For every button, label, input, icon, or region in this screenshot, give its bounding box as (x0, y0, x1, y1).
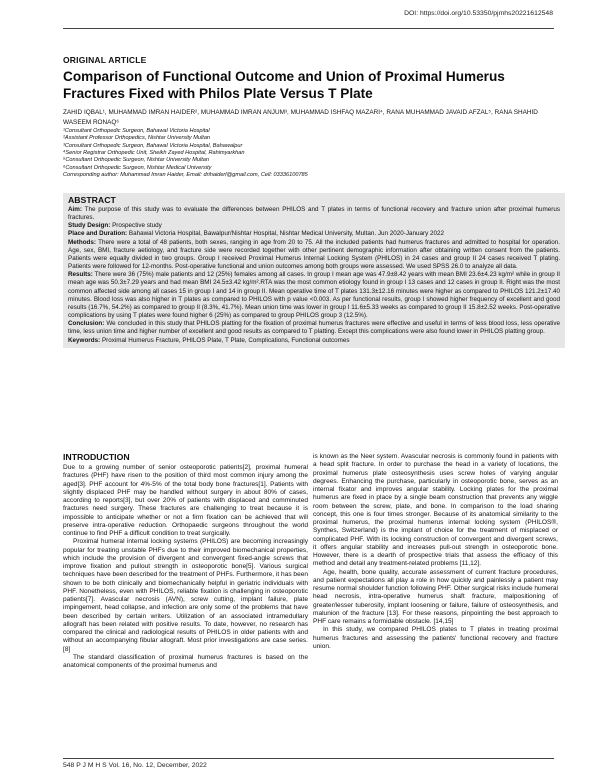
place-label: Place and Duration: (68, 230, 128, 238)
methods-label: Methods: (68, 238, 96, 246)
abstract-keywords (68, 337, 560, 345)
intro-paragraph-3: The standard classification of proximal humerus fractures is based on the anatomical components of the proximal humerus and (63, 653, 308, 669)
affiliation-2: ²Assistant Professor Orthopedics, Nishtar University Multan (63, 135, 211, 142)
results-label: Results: (68, 271, 93, 279)
header-rule (63, 28, 554, 29)
design-text: Prospective study (110, 222, 162, 230)
affiliation-5: ⁵Consultant Orthopedic Surgeon, Nishtar University Multan (63, 157, 209, 164)
abstract-place (68, 230, 560, 238)
abstract-heading: ABSTRACT (68, 195, 116, 205)
abstract-aim (68, 206, 560, 222)
intro-paragraph-5: Age, health, bone quality, accurate assessment of current fracture procedures, and patient expectations all play a role in how quickly and painlessly a patient may resume normal shoulder function following PHF. Other surgical risks include humeral head necrosis, intra-operative humerus shaft fracture, malpositioning of greater/lesser tuberosity, implant loosening or failure, failure of osteosynthesis, and malunion of the fracture [13]. For these reasons, pinpointing the best approach to PHF care remains a formidable obstacle. [14,15] (313, 568, 558, 625)
conclusion-label: Conclusion: (68, 320, 105, 328)
intro-paragraph-6: In this study, we compared PHILOS plates to T plates in treating proximal humerus fractures and assessing the patients' functional recovery and fracture union. (313, 626, 558, 650)
corresponding-author: Corresponding author: Muhammad Imran Haider, Email: drihaiderl@gmail.com, Cell: 03336100785 (63, 172, 308, 179)
abstract-design (68, 222, 560, 230)
doi-link[interactable]: DOI: https://doi.org/10.53350/pjmhs20221612548 (404, 10, 553, 17)
design-label: Study Design: (68, 222, 111, 230)
aim-label: Aim: (68, 206, 82, 213)
keywords-text: Proximal Humerus Fracture, PHILOS Plate, T Plate, Complications, Functional outcomes (100, 336, 350, 344)
abstract-conclusion (68, 320, 560, 336)
affiliation-1: ¹Consultant Orthopedic Surgeon, Bahawal Victoria Hospital (63, 128, 210, 134)
keywords-label: Keywords: (68, 336, 101, 344)
abstract-box (63, 193, 565, 348)
article-title: Comparison of Functional Outcome and Union of Proximal Humerus Fractures Fixed with Philos Plate Versus T Plate (63, 69, 505, 101)
abstract-results (68, 271, 560, 320)
methods-text: There were a total of 48 patients, both sexes, ranging in age from 20 to 75. All the included patients had humerus fractures and admitted to hospital for operation. Age, sex, BMI, fracture aetiology, and fracture side were recorded together with other pertinent demographic information after obtaining written consent from the patients. Patients were equally divided in two groups. Group I received Proximal Humerus Internal Locking System (PHILOS) in 24 cases and group II 24 cases received T plating. Patients were followed for 12-months. Post-operative functional and union outcomes among both groups were assessed. We used SPSS 26.0 to analyze all data. (68, 238, 560, 271)
author-list: ZAHID IQBAL¹, MUHAMMAD IMRAN HAIDER², MUHAMMAD IMRAN ANJUM³, MUHAMMAD ISHFAQ MAZARI⁴, RANA MUHAMMAD JAVAID AFZAL⁵, RANA SHAHID WASEEM RONAQ⁶ (63, 109, 538, 126)
page-footer: 548 P J M H S Vol. 16, No. 12, December, 2022 (63, 762, 207, 769)
introduction-heading: INTRODUCTION (63, 452, 130, 462)
affiliations (63, 128, 563, 179)
conclusion-text: We concluded in this study that PHILOS platting for the fixation of proximal humerus fractures were effective and useful in terms of less blood loss, less operative time, less union time and higher number of excellent and good results as compared to T platting. Except this complications were also found lower in PHILOS platting group. (68, 320, 560, 336)
intro-paragraph-1: Due to a growing number of senior osteoporotic patients[2], proximal humeral fractures (PHF) have risen to the position of third most common injury among the aged[3]. PHF account for 4%-5% of the total body bone fractures[1]. Patients with slightly displaced PHF may be handled without surgery in about 80% of cases, according to reports[3], but over 20% of patients with displaced and comminuted fractures need surgery. These fractures are challenging to treat because it is impossible to anticipate whether or not a firm fixation can be achieved that will preserve intra-operative reduction. Orthopaedic surgeons throughout the world continue to find PHF a difficult condition to treat surgically. (63, 464, 308, 537)
intro-right-column (313, 453, 558, 651)
article-type: ORIGINAL ARTICLE (63, 55, 147, 65)
affiliation-3: ³Consultant Orthopedic Surgeon, Bahawal Victoria Hospital, Bahawalpur (63, 142, 243, 149)
affiliation-4: ⁴Senior Registrar Orthopedic Unit, Sheikh Zayed Hospital, Rahimyarkhan (63, 150, 245, 157)
affiliation-6: ⁶Consultant Orthopedic Surgeon, Nishtar Medical University (63, 164, 212, 171)
intro-left-column (63, 464, 308, 670)
intro-paragraph-2: Proximal humeral internal locking systems (PHILOS) are becoming increasingly popular for treating unstable PHFs due to their improved biomechanical properties, which include the provision of divergent and convergent fixed-angle screws that improve fixation and pullout strength in osteoporotic bone[5]. Various surgical techniques have been described for the treatment of PHFs. Furthermore, it has been shown to be both clinically and biomechanically helpful in geriatric individuals with PHF. Nonetheless, even with PHILOS, reliable fixation is challenging in osteoporotic patients[7]. Avascular necrosis (AVN), screw cutting, implant failure, plate impingement, head collapse, and infection are only some of the problems that have been described by certain writers. Utilization of an associated intramedullary allograft has been related with positive results. To date, however, no research has compared the clinical and radiological results of PHILOS in older patients with and without an accompanying fibular allograft. Most prior investigations are case series. [8] (63, 538, 308, 653)
footer-rule (63, 758, 554, 759)
intro-paragraph-4: is known as the Neer system. Avascular necrosis is commonly found in patients with a head split fracture. In order to purchase the head in a variety of locations, the proximal humerus plate osteosynthesis uses screw holes of varying angular degrees. Enhancing the purchase, particularly in osteoporotic bone, serves as an internal fixator and improves angular stability. Locking plates for the proximal humerus are fixed in place by a single beam construction that prevents any wiggle room between the screw, plate, and bone. In comparison to the load sharing concept, this one is four times stronger. Because of its anatomical similarity to the proximal humerus, the proximal humerus internal locking system (PHILOS®, Synthes, Switzerland) is the implant of choice for the treatment of misplaced or complicated PHF. With its locking construction of convergent and divergent screws, it offers angular stability and increases pull-out strength in osteoporotic bone. However, there is a dearth of prospective trials that assess the efficacy of this method and detail any treatment-related problems [11,12]. (313, 453, 558, 568)
results-text: There were 36 (75%) male patients and 12 (25%) females among all cases. In group I mean age was 47.9±8.42 years with mean BMI 23.6±4.23 kg/m² while in group II mean age was 50.3±7.29 years and had mean BMI 24.5±3.42 kg/m².RTA was the most common etiology found in group I 13 cases and 12 cases in group II. Right was the most common affected side among all cases 15 in group I and 14 in group II. Mean operative time of T plates 131.3±12.16 minutes were higher as compared to PHILOS 121.2±17.40 minutes. Blood loss was also higher in T plates as compared to PHILOS with p value <0.003. As per functional results, group I showed higher frequency of excellent and good results (16.7%, 54.2%) as compared to group II (8.3%, 41.7%). Mean union time was lower in group I 11.6±5.33 weeks as compared to group II 15.8±2.52 weeks. Post-operative complications by using T plates were found higher 6 (25%) as compared to group PHILOS group 3 (12.5%). (68, 271, 560, 320)
abstract-methods (68, 239, 560, 272)
place-text: Bahawal Victoria Hospital, Bawalpur/Nishtar Hospital, Nishtar Medical University, Multan. Jun 2020-January 2022 (127, 230, 444, 238)
aim-text: The purpose of this study was to evaluate the differences between PHILOS and T plates in terms of functional recovery and fracture union after proximal humerus fractures. (68, 206, 560, 222)
